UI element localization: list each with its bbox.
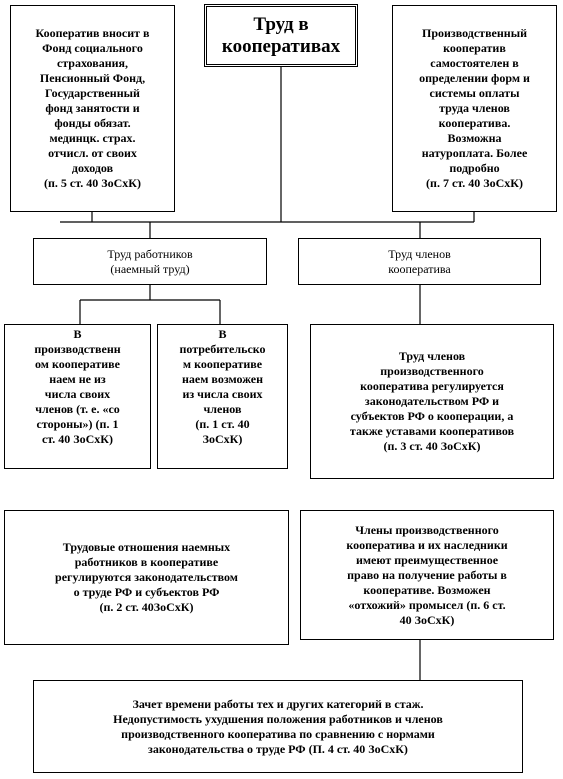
diagram-title (204, 4, 358, 67)
node-hired-relations (4, 510, 289, 645)
node-members-heirs (300, 510, 554, 640)
node-members-heirs-text: Члены производственного кооператива и их наследники имеют преимущественное право на получение работы в кооперативе. Возможен «отхожий» промысел (п. 6 ст. 40 ЗоСхК) (346, 522, 508, 627)
node-hired-labor-text: Труд работников (наемный труд) (107, 246, 193, 276)
node-hired-relations-text: Трудовые отношения наемных работников в кооперативе регулируются законодательством о труде РФ и субъектов РФ (п. 2 ст. 40ЗоСхК) (55, 540, 238, 614)
node-production-coop (4, 324, 151, 469)
node-payment-forms-text: Производственный кооператив самостоятелен в определении форм и системы оплаты труда членов кооператива. Возможна натуроплата. Более подробно (п. 7 ст. 40 ЗоСхК) (419, 26, 530, 190)
node-consumer-coop-text: В потребительско м кооперативе наем возможен из числа своих членов (п. 1 ст. 40 ЗоСхК) (179, 327, 266, 446)
node-member-labor (298, 238, 541, 285)
node-social-funds (10, 5, 175, 212)
node-members-regulation (310, 324, 554, 479)
title-text: Труд в кооперативах (221, 13, 341, 57)
node-production-coop-text: В производственн ом кооперативе наем не из числа своих членов (т. е. «со стороны») (п. 1 ст. 40 ЗоСхК) (34, 327, 121, 446)
node-members-regulation-text: Труд членов производственного кооператива регулируется законодательством РФ и субъектов РФ о кооперации, а также уставами кооперативов (п. 3 ст. 40 ЗоСхК) (349, 349, 515, 453)
node-member-labor-text: Труд членов кооператива (388, 246, 451, 276)
node-hired-labor (33, 238, 267, 285)
node-social-funds-text: Кооператив вносит в Фонд социального страхования, Пенсионный Фонд, Государственный фонд занятости и фонды обязат. мединцк. страх. отчисл. от своих доходов (п. 5 ст. 40 ЗоСхК) (35, 26, 150, 190)
node-work-time-credit-text: Зачет времени работы тех и других категорий в стаж. Недопустимость ухудшения положения работников и членов производственного кооператива по сравнению с нормами законодательства о труде РФ (П. 4 ст. 40 ЗоСхК) (113, 696, 443, 756)
node-consumer-coop (157, 324, 288, 469)
node-work-time-credit (33, 680, 523, 773)
node-payment-forms (392, 5, 557, 212)
